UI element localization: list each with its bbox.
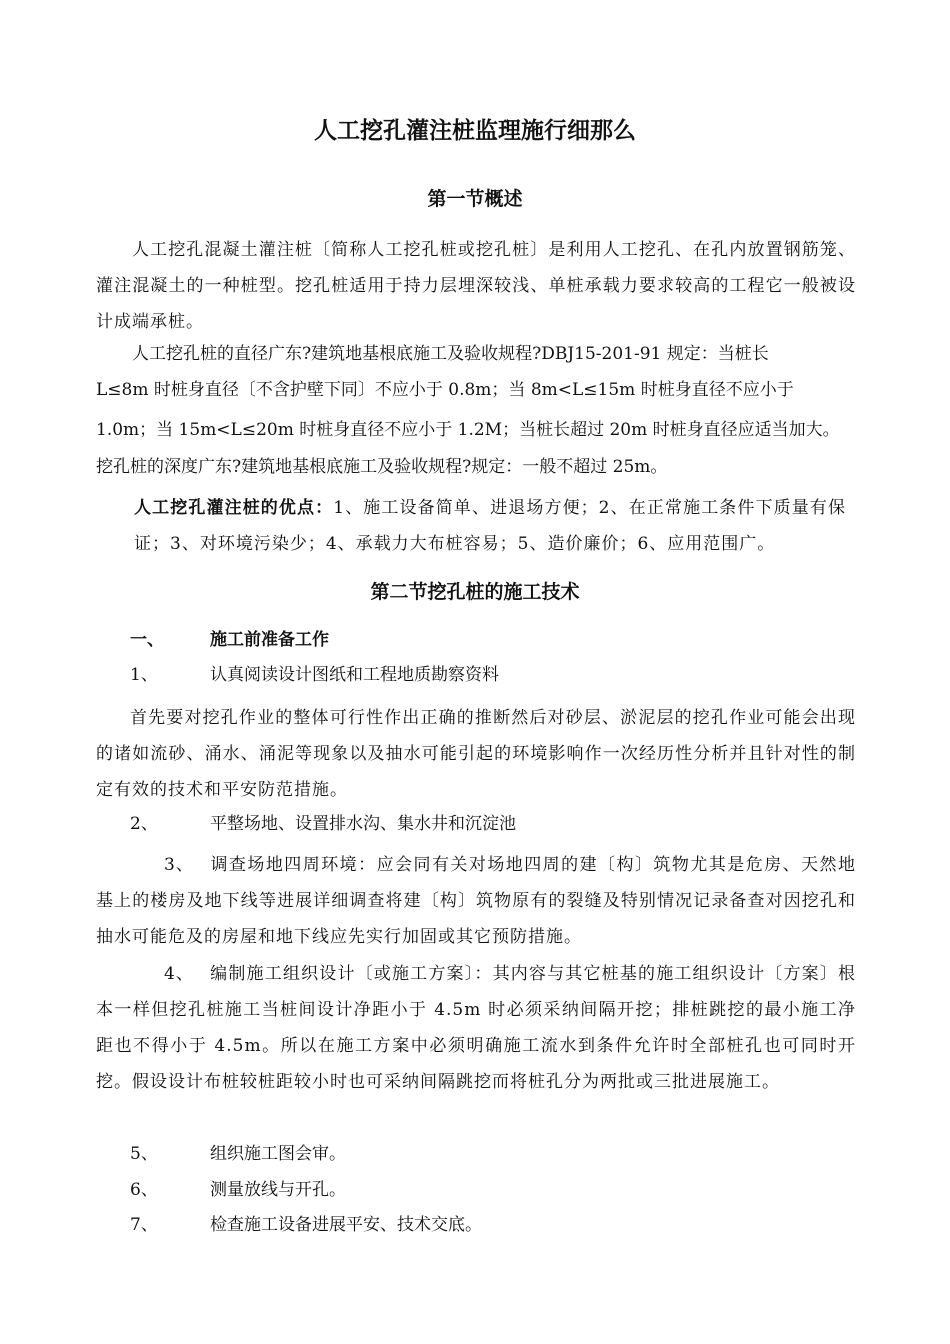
document-title: 人工挖孔灌注桩监理施行细那么 [314,118,636,144]
list-item [130,812,516,836]
paragraph: 人工挖孔混凝土灌注桩〔简称人工挖孔桩或挖孔桩〕是利用人工挖孔、在孔内放置钢筋笼、灌注混凝土的一种桩型。挖孔桩适用于持力层埋深较浅、单桩承载力要求较高的工程它一般被设计成端承桩。 [96,240,856,332]
list-item [130,663,499,687]
advantages-label: 人工挖孔灌注桩的优点： [134,498,334,518]
list-item-number: 4、 [164,964,194,984]
list-item-text: 检查施工设备进展平安、技术交底。 [210,1215,482,1235]
list-item-number: 3、 [164,855,194,875]
list-item [96,956,856,1100]
paragraph-line: 挖孔桩的深度广东?建筑地基根底施工及验收规程?规定：一般不超过 25m。 [96,457,668,477]
list-item [130,1142,346,1166]
list-item-number: 1、 [130,665,158,685]
list-item-text: 组织施工图会审。 [210,1144,346,1164]
list-item-text: 测量放线与开孔。 [210,1180,346,1200]
list-item-number: 5、 [130,1144,158,1164]
list-item [96,847,856,955]
list-item-text: 认真阅读设计图纸和工程地质勘察资料 [210,665,499,685]
list-item-number: 6、 [130,1180,158,1200]
list-item-number: 2、 [130,814,158,834]
advantages-text: 1、施工设备简单、进退场方便；2、在正常施工条件下质量有保证；3、对环境污染少；4、承载力大布桩容易；5、造价廉价；6、应用范围广。 [134,498,846,554]
subsection-number: 一、 [130,630,164,650]
subsection-heading [130,628,329,652]
list-item-text: 编制施工组织设计〔或施工方案〕：其内容与其它桩基的施工组织设计〔方案〕根本一样但挖孔桩施工当桩间设计净距小于 4.5m 时必须采纳间隔开挖；排桩跳挖的最小施工净距也不得小于 4.5m。所以在施工方案中必须明确施工流水到条件允许时全部桩孔也可同时开挖。假设设计布桩较桩距较小时也可采纳间隔跳挖而将桩孔分为两批或三批进展施工。 [96,964,856,1092]
advantages-paragraph [134,490,846,562]
section-heading: 第二节挖孔桩的施工技术 [370,581,580,603]
list-item [130,1178,346,1202]
list-item-text: 平整场地、设置排水沟、集水井和沉淀池 [210,814,516,834]
paragraph: 首先要对挖孔作业的整体可行性作出正确的推断然后对砂层、淤泥层的挖孔作业可能会出现的诸如流砂、涌水、涌泥等现象以及抽水可能引起的环境影响作一次经历性分析并且针对性的制定有效的技术和平安防范措施。 [96,708,856,800]
subsection-title: 施工前准备工作 [210,630,329,650]
paragraph-line: 1.0m；当 15m<L≤20m 时桩身直径不应小于 1.2M；当桩长超过 20m 时桩身直径应适当加大。 [96,420,840,440]
list-item [130,1213,482,1237]
section-heading: 第一节概述 [427,188,523,210]
paragraph-line: 人工挖孔桩的直径广东?建筑地基根底施工及验收规程?DBJ15-201-91 规定：当桩长 [132,344,769,364]
list-item-text: 调查场地四周环境：应会同有关对场地四周的建〔构〕筑物尤其是危房、天然地基上的楼房及地下线等进展详细调查将建〔构〕筑物原有的裂缝及特别情况记录备查对因挖孔和抽水可能危及的房屋和地下线应先实行加固或其它预防措施。 [96,855,856,947]
list-item-number: 7、 [130,1215,158,1235]
paragraph-line: L≤8m 时桩身直径〔不含护壁下同〕不应小于 0.8m；当 8m<L≤15m 时桩身直径不应小于 [96,380,794,400]
